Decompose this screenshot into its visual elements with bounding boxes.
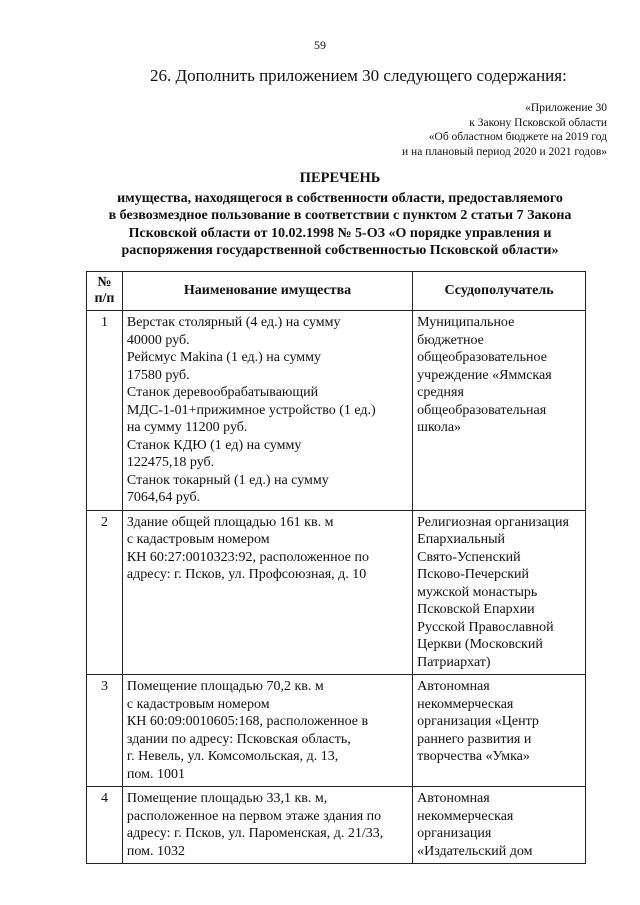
property-description xyxy=(122,787,412,864)
header-num-line: № xyxy=(97,275,112,290)
recipient-line: Свято-Успенский xyxy=(417,549,521,565)
table-row xyxy=(87,675,586,787)
recipient-line: Патриархат) xyxy=(417,654,491,670)
row-number: 2 xyxy=(87,510,123,675)
recipient-line: общеобразовательная xyxy=(417,402,547,418)
property-line: КН 60:09:0010605:168, расположенное в xyxy=(126,714,369,729)
property-line: адресу: г. Псков, ул. Пароменская, д. 21/33, xyxy=(126,826,384,841)
recipient-line: Псково-Печерский xyxy=(417,567,529,582)
recipient-line: некоммерческая xyxy=(417,696,514,712)
property-line: Помещение площадью 70,2 кв. м xyxy=(126,679,324,694)
page-number: 59 xyxy=(314,38,326,52)
property-line: Станок КДЮ (1 ед) на сумму xyxy=(126,437,302,453)
property-line: здании по адресу: Псковская область, xyxy=(126,731,351,747)
recipient-line: бюджетное xyxy=(417,332,484,348)
property-description xyxy=(122,311,412,511)
property-table xyxy=(86,271,586,864)
recipient-line: организация «Центр xyxy=(417,714,539,729)
property-line: Станок деревообрабатывающий xyxy=(126,385,319,400)
property-line: с кадастровым номером xyxy=(126,532,270,547)
amendment-intro: 26. Дополнить приложением 30 следующего содержания: xyxy=(150,66,567,85)
recipient-line: школа» xyxy=(417,420,462,435)
recipient-line: Епархиальный xyxy=(417,532,506,547)
annex-line: к Закону Псковской области xyxy=(469,116,607,129)
property-line: 7064,64 руб. xyxy=(126,490,201,505)
recipient xyxy=(413,675,586,787)
recipient-line: организация xyxy=(417,826,492,841)
property-line: Здание общей площадью 161 кв. м xyxy=(126,514,334,530)
property-line: 40000 руб. xyxy=(126,332,190,348)
recipient-line: Автономная xyxy=(417,791,490,806)
annex-reference xyxy=(402,101,607,159)
table-header-row xyxy=(87,272,586,311)
header-recipient: Ссудополучатель xyxy=(413,272,586,311)
property-description xyxy=(122,675,412,787)
recipient-line: средняя xyxy=(417,385,464,400)
header-num-line: п/п xyxy=(94,291,115,306)
row-number: 3 xyxy=(87,675,123,787)
annex-line: «Об областном бюджете на 2019 год xyxy=(428,131,607,143)
annex-line: «Приложение 30 xyxy=(525,102,607,114)
property-line: на сумму 11200 руб. xyxy=(126,420,248,435)
property-line: пом. 1032 xyxy=(126,843,186,859)
recipient-line: Религиозная организация xyxy=(417,514,569,530)
recipient-line: мужской монастырь xyxy=(417,584,538,600)
property-line: 122475,18 руб. xyxy=(126,455,215,470)
property-line: с кадастровым номером xyxy=(126,696,270,712)
property-line: КН 60:27:0010323:92, расположенное по xyxy=(126,549,369,565)
recipient-line: Псковской Епархии xyxy=(417,602,535,617)
row-number: 4 xyxy=(87,787,123,864)
title-line: имущества, находящегося в собственности области, предоставляемого xyxy=(117,190,563,206)
annex-line: и на плановый период 2020 и 2021 годов» xyxy=(402,145,607,158)
recipient-line: некоммерческая xyxy=(417,808,514,824)
property-line: адресу: г. Псков, ул. Профсоюзная, д. 10 xyxy=(126,567,367,582)
recipient-line: общеобразовательное xyxy=(417,350,547,365)
recipient xyxy=(413,787,586,864)
property-line: г. Невель, ул. Комсомольская, д. 13, xyxy=(126,749,339,764)
property-line: Помещение площадью 33,1 кв. м, xyxy=(126,791,328,806)
property-line: Верстак столярный (4 ед.) на сумму xyxy=(126,315,341,330)
header-name: Наименование имущества xyxy=(122,272,412,311)
title-line: Псковской области от 10.02.1998 № 5-ОЗ «О порядке управления и xyxy=(128,225,552,241)
title-line: распоряжения государственной собственностью Псковской области» xyxy=(121,243,559,258)
recipient-line: творчества «Умка» xyxy=(417,749,530,764)
document-title xyxy=(60,170,620,260)
property-description xyxy=(122,510,412,675)
property-line: пом. 1001 xyxy=(126,766,186,782)
table-row xyxy=(87,787,586,864)
title-heading: ПЕРЕЧЕНЬ xyxy=(299,170,381,186)
row-number: 1 xyxy=(87,311,123,511)
header-num xyxy=(87,272,123,311)
recipient-line: Русской Православной xyxy=(417,619,554,635)
property-line: 17580 руб. xyxy=(126,367,190,383)
table-row xyxy=(87,510,586,675)
title-line: в безвозмездное пользование в соответствии с пунктом 2 статьи 7 Закона xyxy=(108,208,572,223)
recipient-line: Церкви (Московский xyxy=(417,637,543,652)
recipient-line: раннего развития и xyxy=(417,731,532,747)
property-line: Рейсмус Makina (1 ед.) на сумму xyxy=(126,350,322,365)
recipient-line: «Издательский дом xyxy=(417,843,533,859)
recipient xyxy=(413,311,586,511)
recipient-line: Муниципальное xyxy=(417,315,515,330)
property-line: Станок токарный (1 ед.) на сумму xyxy=(126,472,329,488)
recipient-line: учреждение «Яммская xyxy=(417,367,552,383)
recipient-line: Автономная xyxy=(417,679,490,694)
recipient xyxy=(413,510,586,675)
property-line: МДС-1-01+прижимное устройство (1 ед.) xyxy=(126,402,376,418)
property-line: расположенное на первом этаже здания по xyxy=(126,808,382,824)
table-row xyxy=(87,311,586,511)
